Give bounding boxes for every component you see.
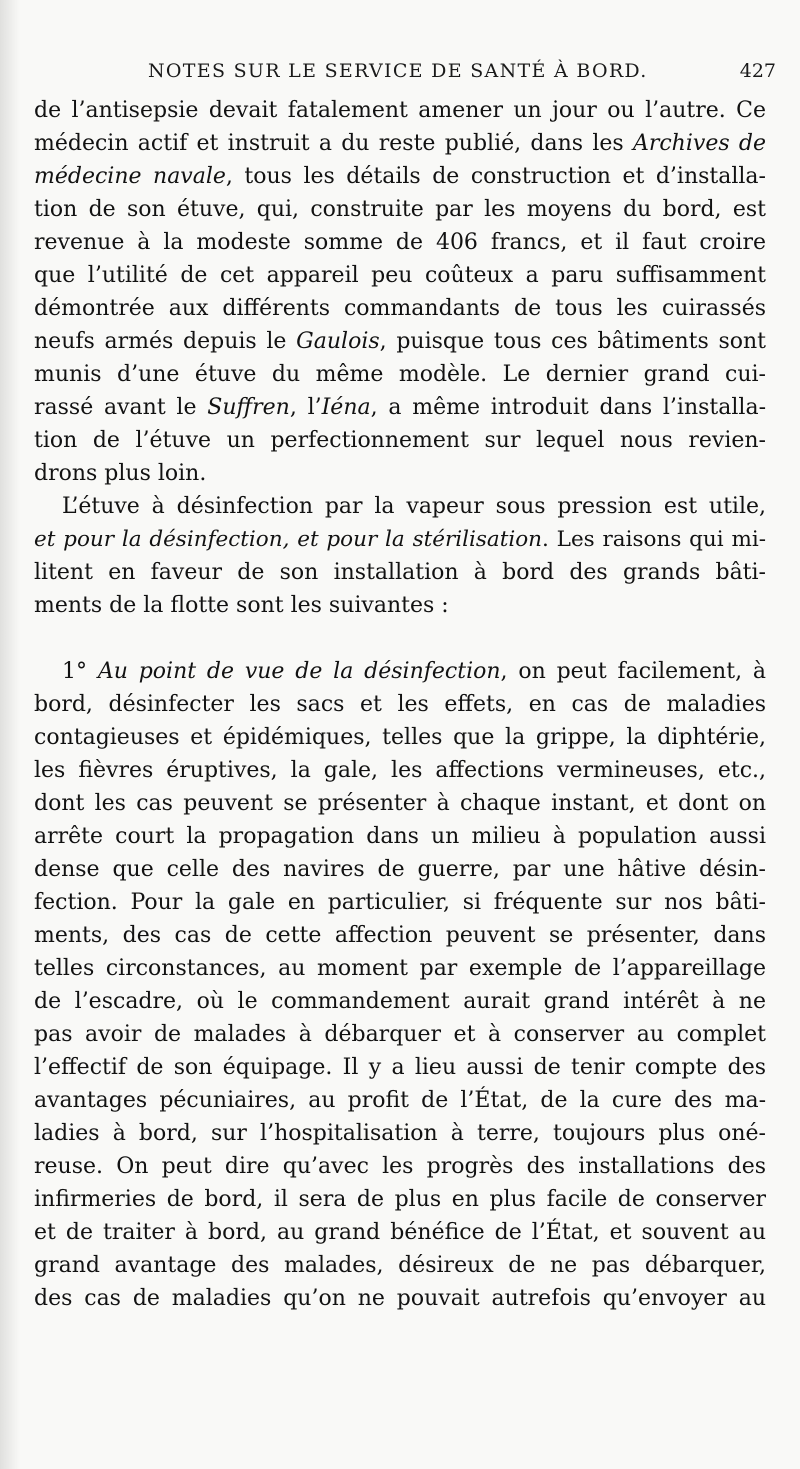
ship-name-italic: Gaulois: [296, 329, 380, 354]
text-line: de l’escadre, où le commandement aurait grand intérêt à ne: [34, 989, 766, 1014]
text-line: tion de l’étuve un perfectionnement sur lequel nous revien-: [34, 428, 766, 453]
text-line: fection. Pour la gale en particulier, si fréquente sur nos bâti-: [34, 890, 766, 915]
list-number: 1°: [62, 659, 87, 684]
text-line: et de traiter à bord, au grand bénéfice de l’État, et souvent au: [34, 1220, 766, 1245]
text-line: avantages pécuniaires, au profit de l’État, de la cure des ma-: [34, 1088, 766, 1113]
text-line: 1° Au point de vue de la désinfection, on peut facilement, à: [62, 659, 766, 684]
text-line: contagieuses et épidémiques, telles que la grippe, la diphtérie,: [34, 725, 766, 750]
text-line: L’étuve à désinfection par la vapeur sous pression est utile,: [62, 494, 766, 519]
text-line: telles circonstances, au moment par exemple de l’appareillage: [34, 956, 766, 981]
journal-title-italic: Archives de: [632, 131, 766, 156]
running-title: NOTES SUR LE SERVICE DE SANTÉ À BORD.: [148, 60, 648, 82]
text-line: l’effectif de son équipage. Il y a lieu aussi de tenir compte des: [34, 1055, 766, 1080]
body-text: [34, 94, 766, 1315]
text-line: et pour la désinfection, et pour la stérilisation. Les raisons qui mi-: [34, 527, 766, 552]
emphasis-italic: et pour la désinfection, et pour la stérilisation: [34, 527, 543, 552]
text-line: ments de la flotte sont les suivantes :: [34, 593, 449, 618]
text-line: reuse. On peut dire qu’avec les progrès des installations des: [34, 1154, 766, 1179]
text-line: ments, des cas de cette affection peuvent se présenter, dans: [34, 923, 766, 948]
ship-name-italic: Suffren: [207, 395, 290, 420]
text-line: ladies à bord, sur l’hospitalisation à terre, toujours plus oné-: [34, 1121, 766, 1146]
text-line: démontrée aux différents commandants de tous les cuirassés: [34, 296, 766, 321]
text-line: dense que celle des navires de guerre, par une hâtive désin-: [34, 857, 766, 882]
text-line: des cas de maladies qu’on ne pouvait autrefois qu’envoyer au: [34, 1286, 766, 1311]
page-number: 427: [739, 60, 776, 82]
text-line: litent en faveur de son installation à bord des grands bâti-: [34, 560, 766, 585]
text-line: de l’antisepsie devait fatalement amener un jour ou l’autre. Ce: [34, 98, 766, 123]
text-line: tion de son étuve, qui, construite par les moyens du bord, est: [34, 197, 766, 222]
running-header: [40, 60, 780, 90]
text-line: infirmeries de bord, il sera de plus en plus facile de conserver: [34, 1187, 766, 1212]
journal-title-italic: médecine navale: [34, 164, 226, 189]
text-line: pas avoir de malades à débarquer et à conserver au complet: [34, 1022, 766, 1047]
text-line: que l’utilité de cet appareil peu coûteux a paru suffisamment: [34, 263, 766, 288]
text-line: drons plus loin.: [34, 461, 207, 486]
text-line: neufs armés depuis le Gaulois, puisque tous ces bâtiments sont: [34, 329, 766, 354]
text-line: munis d’une étuve du même modèle. Le dernier grand cui-: [34, 362, 766, 387]
text-line: dont les cas peuvent se présenter à chaque instant, et dont on: [34, 791, 766, 816]
text-line: arrête court la propagation dans un milieu à population aussi: [34, 824, 766, 849]
ship-name-italic: Iéna: [321, 395, 371, 420]
text-line: les fièvres éruptives, la gale, les affections vermineuses, etc.,: [34, 758, 766, 783]
text-line: médecine navale, tous les détails de construction et d’installa-: [34, 164, 766, 189]
text-line: bord, désinfecter les sacs et les effets, en cas de maladies: [34, 692, 766, 717]
text-line: médecin actif et instruit a du reste publié, dans les Archives de: [34, 131, 766, 156]
page-gutter-shadow: [0, 0, 20, 1469]
paragraph-gap: [34, 622, 766, 655]
section-heading-italic: Au point de vue de la désinfection: [97, 659, 501, 684]
text-line: grand avantage des malades, désireux de ne pas débarquer,: [34, 1253, 766, 1278]
text-line: revenue à la modeste somme de 406 francs, et il faut croire: [34, 230, 766, 255]
text-line: rassé avant le Suffren, l’Iéna, a même introduit dans l’installa-: [34, 395, 766, 420]
